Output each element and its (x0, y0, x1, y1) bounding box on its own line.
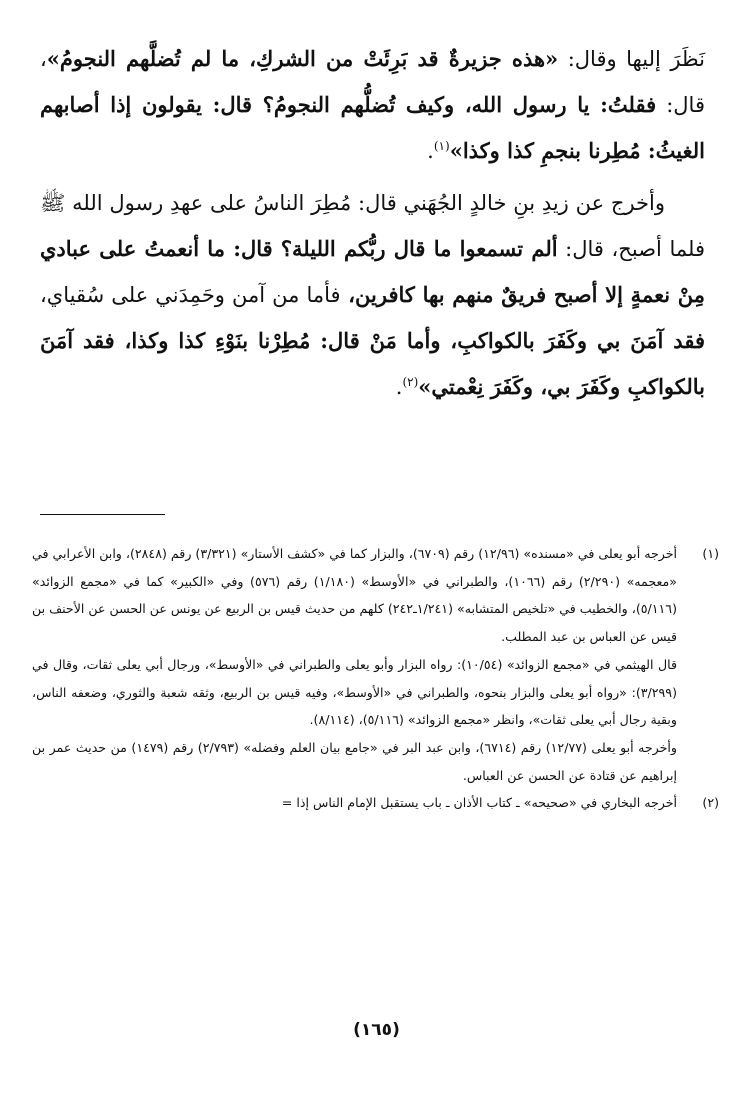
paragraph-1-connector-2: قال: (201, 92, 263, 117)
hadith-quote-3: يقولون إذا أصابهم الغيثُ: مُطِرنا بنجمِ كذا وكذا» (40, 92, 705, 163)
paragraph-1-end: . (427, 139, 434, 163)
footnote-ref-2: (٢) (402, 375, 419, 389)
main-paragraph-1 (40, 36, 705, 174)
footnote-1-text (32, 540, 677, 789)
hadith-quote-6: فقد آمَنَ بي وكَفَرَ بالكواكبِ، (440, 328, 705, 353)
footnote-1-number: (١) (702, 546, 719, 561)
page-number: (١٦٥) (353, 1020, 400, 1040)
footnote-1 (32, 540, 719, 789)
hadith-quote-7: وأما مَنْ قال: مُطِرْنا بنَوْءِ كذا وكذا، فقد آمَنَ بالكواكبِ وكَفَرَ بي، وكَفَرَ نِعْمتي» (40, 328, 705, 399)
hadith-quote-4: ألم تسمعوا ما قال ربُّكم الليلة؟ قال: ما أنعمتُ على عبادي مِنْ نعمةٍ إلا أصبح فريقٌ منهم بها كافرين، (40, 236, 705, 307)
footnote-ref-1: (١) (433, 139, 450, 153)
footnote-1-paragraph: وأخرجه أبو يعلى (١٢/٧٧) رقم (٦٧١٤)، وابن عبد البر في «جامع بيان العلم وفضله» (٢/٧٩٣) رقم (١٤٧٩) من حديث عمر بن إبراهيم عن قتادة عن الحسن عن العباس. (32, 739, 677, 783)
footnote-2-number: (٢) (702, 795, 719, 811)
footnote-2-paragraph: أخرجه البخاري في «صحيحه» ـ كتاب الأذان ـ باب يستقبل الإمام الناس إذا = (281, 795, 677, 811)
main-text (40, 36, 705, 410)
paragraph-2-end: . (395, 375, 403, 399)
hadith-quote-2: فقلتُ: يا رسول الله، وكيف تُضلُّهم النجومُ؟ (262, 92, 657, 117)
hadith-quote-1: «هذه جزيرةٌ قد بَرِئَتْ من الشركِ، ما لم تُضلَّهم النجومُ» (46, 46, 559, 71)
footnote-1-paragraph: قال الهيثمي في «مجمع الزوائد» (١٠/٥٤): رواه البزار وأبو يعلى والطبراني في «الأوسط»، ورجال أبي يعلى ثقات، وقال في (٣/٢٩٩): «رواه أبو يعلى والبزار بنحوه، والطبراني في «الأوسط»، وفيه قيس بن الربيع، وثقه شعبة والثوري، وضعفه الناس، وبقية رجال أبي يعلى ثقات»، وانظر «مجمع الزوائد» (٥/١١٦)، (٨/١١٤). (32, 656, 677, 728)
main-paragraph-2 (40, 180, 705, 410)
footnote-1-paragraph: أخرجه أبو يعلى في «مسنده» (١٢/٩٦) رقم (٦٧٠٩)، والبزار كما في «كشف الأستار» (٣/٣٢١) رقم (٢٨٤٨)، وابن الأعرابي في «معجمه» (٢/٢٩٠) رقم (١٠٦٦)، والطبراني في «الأوسط» (١/١٨٠) رقم (٥٧٦) وفي «الكبير» كما في «مجمع الزوائد» (٥/١١٦)، والخطيب في «تلخيص المتشابه» (١/٢٤١ـ٢٤٢) كلهم من حديث قيس بن الربيع عن يونس عن الحسن عن الأحنف بن قيس عن العباس بن عبد المطلب. (32, 546, 677, 645)
paragraph-1-connector-1: ، قال: (40, 47, 705, 117)
paragraph-2-lead: وأخرج عن زيدِ بنِ خالدٍ الجُهَني قال: مُطِرَ الناسُ على عهدِ رسول الله ﷺ فلما أصبح، قال: (40, 191, 705, 261)
footnote-2-text (32, 789, 677, 817)
footnote-2 (32, 789, 719, 817)
paragraph-1-lead: نَظَرَ إليها وقال: (558, 47, 705, 71)
footnote-separator (40, 514, 165, 515)
footnotes (32, 540, 719, 817)
hadith-quote-5: فأما من آمن وحَمِدَني على سُقياي، (40, 283, 341, 307)
